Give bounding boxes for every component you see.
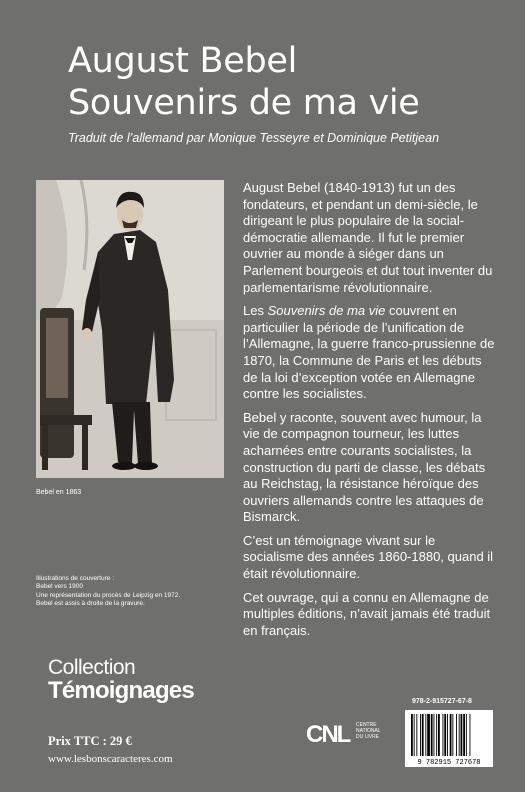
credits-line-4: Bebel est assis à droite de la gravure.	[36, 599, 145, 607]
photo-caption: Bebel en 1863	[36, 489, 82, 496]
paragraph-4: C’est un témoignage vivant sur le socialisme des années 1860-1880, quand il était révolutionnaire.	[243, 532, 494, 582]
portrait-photo	[36, 180, 224, 478]
translator-line: Traduit de l’allemand par Monique Tesseyre et Dominique Petitjean	[68, 131, 440, 145]
back-cover-text	[243, 180, 499, 646]
cnl-logo-graphic	[306, 716, 396, 750]
barcode-bar	[461, 714, 463, 756]
paragraph-3: Bebel y raconte, souvent avec humour, la vie de compagnon tourneur, les luttes acharnées entre courants socialistes, la construction du parti de classe, les débats au Reichstag, la résistance héroïque des ouvriers allemands contre les attaques de Bismarck.	[243, 409, 486, 525]
collection-name: Témoignages	[48, 677, 194, 704]
cnl-logo-text: CNL	[306, 721, 350, 748]
isbn-barcode	[405, 710, 493, 767]
barcode-bar	[463, 714, 465, 756]
barcode-bar	[425, 714, 426, 756]
barcode-bar	[470, 714, 471, 756]
collection-label: Collection	[48, 656, 136, 679]
publisher-website[interactable]: www.lesbonscaracteres.com	[48, 753, 173, 765]
barcode-bar	[416, 714, 417, 756]
book-name: Souvenirs de ma vie	[68, 83, 420, 123]
cnl-logo	[306, 716, 396, 755]
collection-logo	[48, 657, 194, 703]
barcode-bar	[436, 714, 437, 756]
barcode-bar	[444, 714, 446, 756]
price: Prix TTC : 29 €	[48, 734, 132, 748]
cnl-line-1: CENTRE	[356, 722, 377, 728]
cover-credits	[36, 575, 180, 608]
paragraph-2-rest: couvrent en particulier la période de l’unification de l’Allemagne, la guerre franco-prussienne de 1870, la Commune de Paris et les débuts de la loi d’exception votée en Allemagne contre les socialistes.	[243, 303, 495, 402]
barcode-bar	[459, 714, 460, 756]
barcode-bar	[411, 714, 413, 756]
book-title	[68, 40, 420, 124]
barcode-bar	[456, 714, 457, 756]
cnl-line-2: NATIONAL	[356, 728, 381, 734]
barcode-bar	[434, 714, 435, 756]
credits-line-2: Bebel vers 1900	[36, 583, 83, 591]
portrait-illustration	[36, 180, 224, 478]
barcode-bar	[420, 714, 421, 756]
paragraph-2-prefix: Les	[243, 303, 268, 319]
author-name: August Bebel	[68, 41, 298, 81]
paragraph-2	[243, 303, 499, 403]
barcode-bar	[443, 714, 444, 756]
paragraph-1: August Bebel (1840-1913) fut un des fondateurs, et pendant un demi-siècle, le dirigeant le plus populaire de la social-démocratie allemande. Il fut le premier ouvrier au monde à siéger dans un Parlement bourgeois et dut tout inventer du parlementarisme révolutionnaire.	[243, 180, 493, 295]
paragraph-5: Cet ouvrage, qui a connu en Allemagne de multiples éditions, n’avait jamais été traduit en français.	[243, 589, 491, 638]
barcode-bars	[405, 710, 493, 767]
barcode-bar	[466, 714, 467, 756]
isbn-number: 978-2-915727-67-8	[412, 698, 472, 705]
cnl-line-3: DU LIVRE	[356, 734, 380, 740]
barcode-digits: 9 782915 727678	[417, 759, 481, 767]
credits-line-3: Une représentation du procès de Leipzig en 1972.	[36, 591, 181, 599]
paragraph-2-book-title: Souvenirs de ma vie	[267, 303, 386, 319]
barcode-bar	[447, 714, 448, 756]
barcode-bar	[450, 714, 452, 756]
barcode-bar	[422, 714, 424, 756]
credits-line-1: Illustrations de couverture :	[36, 575, 115, 582]
barcode-bar	[431, 714, 433, 756]
barcode-bar	[438, 714, 440, 756]
barcode-bar	[427, 714, 430, 756]
barcode-bar	[452, 714, 453, 756]
barcode-bar	[414, 714, 415, 756]
